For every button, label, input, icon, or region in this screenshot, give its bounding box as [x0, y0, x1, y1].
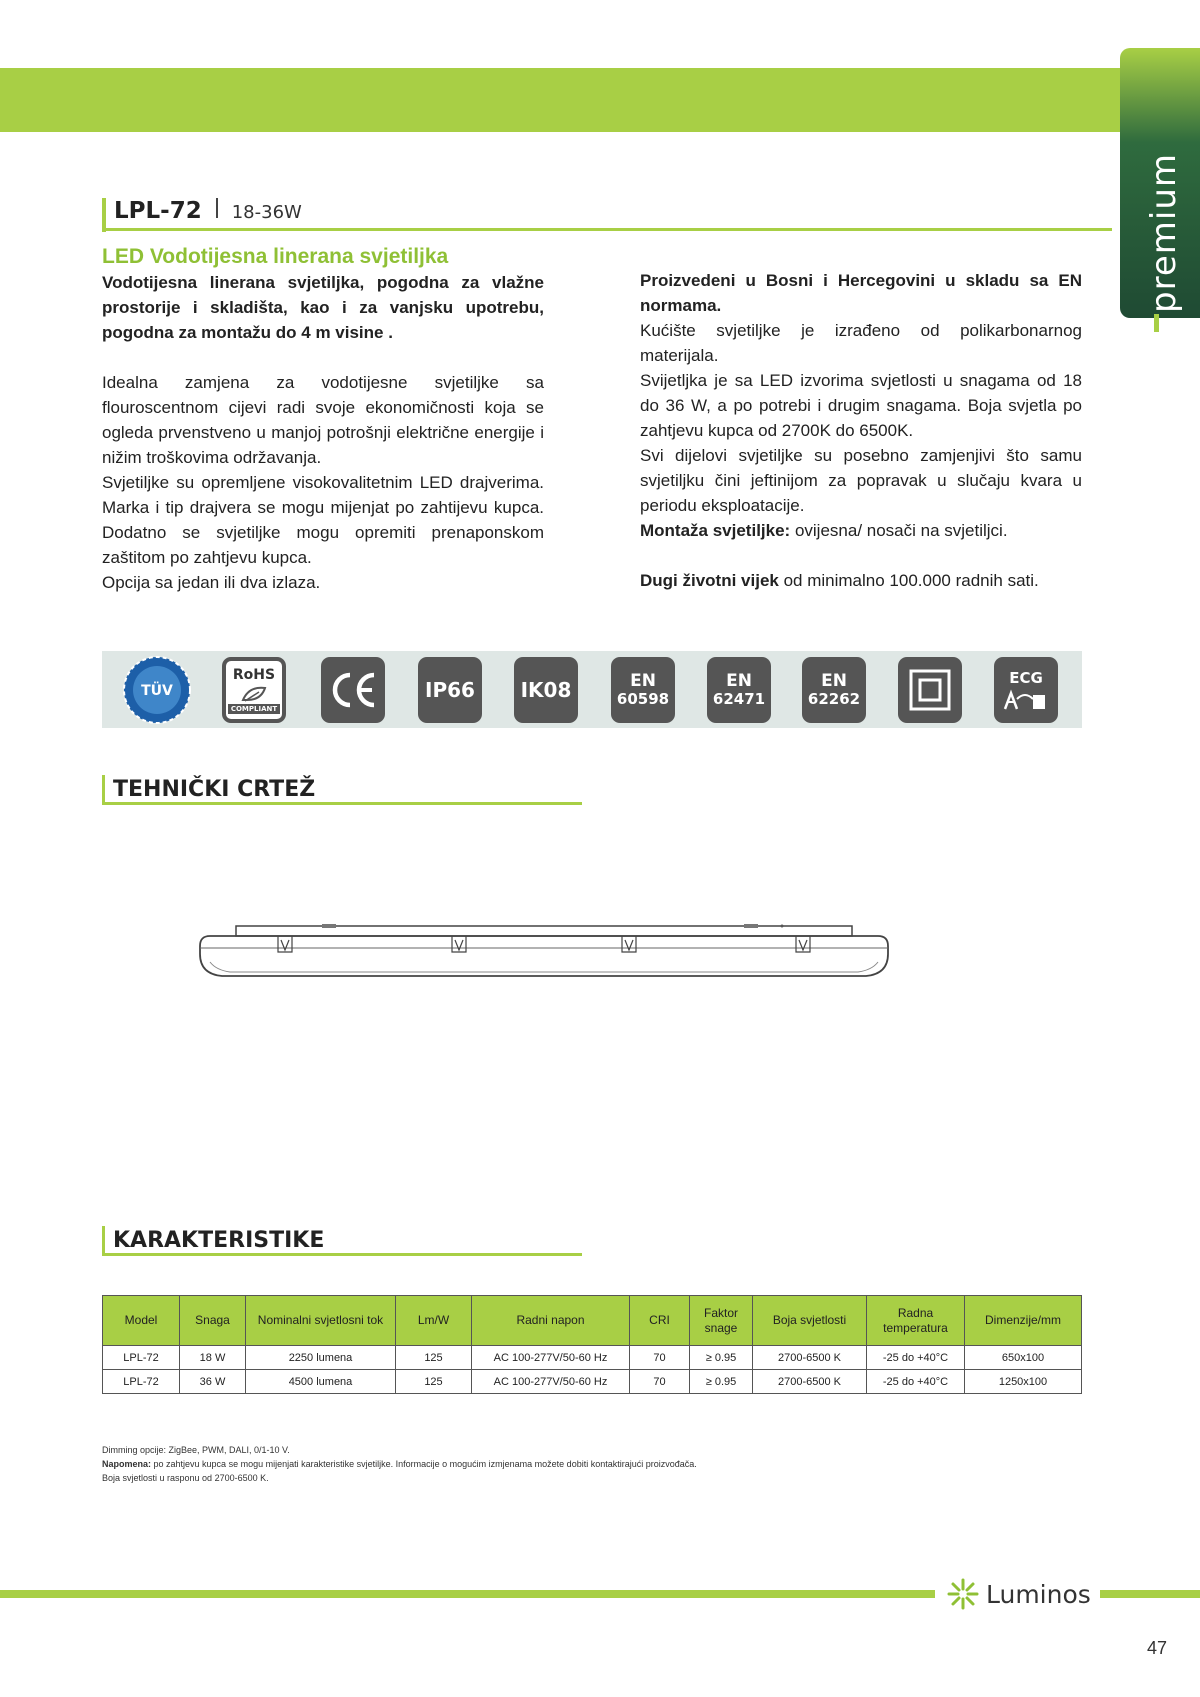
bottom-band-left: [0, 1590, 935, 1598]
cell-power: 36 W: [180, 1370, 246, 1394]
cell-color-temp: 2700-6500 K: [753, 1370, 867, 1394]
ecg-text: ECG: [1009, 669, 1043, 687]
premium-tab: [1120, 48, 1200, 318]
en62471-number: 62471: [712, 690, 766, 708]
en62471-prefix: EN: [726, 671, 752, 691]
certification-strip: [102, 651, 1082, 728]
cell-cri: 70: [630, 1370, 690, 1394]
ik08-text: IK08: [520, 678, 572, 702]
product-header: [102, 198, 1112, 232]
left-para-1: Idealna zamjena za vodotijesne svjetiljke sa flouroscentnom cijevi radi svoje ekonomičnosti koja se ogleda prvenstveno u manjoj potrošnji električne energije i nižim troškovima održavanja.: [102, 373, 544, 467]
premium-accent-bar: [1154, 314, 1159, 332]
cell-lumens: 2250 lumena: [246, 1346, 396, 1370]
table-row: [103, 1346, 1082, 1370]
dimming-note: Dimming opcije: ZigBee, PWM, DALI, 0/1-10 V.: [102, 1445, 290, 1455]
cell-power-factor: ≥ 0.95: [690, 1370, 753, 1394]
left-lead: Vodotijesna linerana svjetiljka, pogodna za vlažne prostorije i skladišta, kao i za vanjsku upotrebu, pogodna za montažu do 4 m visine .: [102, 273, 544, 342]
specifications-table: [102, 1295, 1082, 1394]
double-insulation-icon: [908, 668, 952, 712]
rohs-text: RoHS: [232, 667, 276, 683]
cell-dimensions: 650x100: [965, 1346, 1082, 1370]
cell-lumens: 4500 lumena: [246, 1370, 396, 1394]
ip66-text: IP66: [425, 678, 475, 702]
top-green-band: [0, 68, 1120, 132]
en62262-prefix: EN: [821, 671, 847, 691]
cell-operating-temp: -25 do +40°C: [867, 1370, 965, 1394]
cell-efficacy: 125: [396, 1370, 472, 1394]
luminaire-drawing-icon: [196, 918, 892, 980]
cell-efficacy: 125: [396, 1346, 472, 1370]
class-ii-badge: [898, 657, 962, 723]
ecg-badge: [994, 657, 1058, 723]
specs-section-title: KARAKTERISTIKE: [102, 1226, 324, 1256]
drawing-section-rule: [102, 802, 582, 805]
mounting-line: [640, 518, 1082, 543]
cell-model: LPL-72: [103, 1346, 180, 1370]
lifetime-line: [640, 568, 1082, 593]
right-para-1: Kućište svjetiljke je izrađeno od polikarbonarnog materijala.: [640, 321, 1082, 365]
mounting-label: Montaža svjetiljke:: [640, 521, 791, 540]
cell-color-temp: 2700-6500 K: [753, 1346, 867, 1370]
right-para-3: Svi dijelovi svjetiljke su posebno zamjenjivi što samu svjetiljku čini jeftinijom za popravak u slučaju kvara u periodu eksploatacije.: [640, 446, 1082, 515]
rohs-badge: [222, 657, 286, 723]
tuv-text: TÜV: [141, 683, 173, 699]
footnotes: [102, 1443, 697, 1485]
color-range-note: Boja svjetlosti u rasponu od 2700-6500 K.: [102, 1473, 269, 1483]
en62471-badge: [707, 657, 771, 723]
tuv-badge: [122, 655, 192, 725]
th-cri: CRI: [630, 1296, 690, 1346]
technical-drawing: [196, 918, 892, 980]
th-color-temp: Boja svjetlosti: [753, 1296, 867, 1346]
th-power: Snaga: [180, 1296, 246, 1346]
left-para-2: Svjetiljke su opremljene visokovalitetnim LED drajverima. Marka i tip drajvera se mogu mijenjat po zahtijevu kupca. Dodatno se svjetiljke mogu opremiti prenaponskom zaštitom po zahtjevu kupca.: [102, 473, 544, 567]
remark-text: po zahtjevu kupca se mogu mijenjati karakteristike svjetiljke. Informacije o mogućim izmjenama možete dobiti kontaktirajući proizvođača.: [151, 1459, 697, 1469]
cell-power-factor: ≥ 0.95: [690, 1346, 753, 1370]
lifetime-label: Dugi životni vijek: [640, 571, 779, 590]
cell-voltage: AC 100-277V/50-60 Hz: [472, 1370, 630, 1394]
drawing-section-title: TEHNIČKI CRTEŽ: [102, 775, 315, 805]
en60598-prefix: EN: [630, 671, 656, 691]
product-wattage: 18-36W: [231, 202, 302, 223]
cell-operating-temp: -25 do +40°C: [867, 1346, 965, 1370]
specs-section-rule: [102, 1253, 582, 1256]
th-efficacy: Lm/W: [396, 1296, 472, 1346]
mounting-value: ovijesna/ nosači na svjetiljci.: [790, 521, 1008, 540]
en60598-number: 60598: [616, 690, 670, 708]
right-description: [640, 268, 1082, 593]
left-description: [102, 270, 544, 595]
header-rule: [102, 228, 1112, 231]
en62262-badge: [802, 657, 866, 723]
bottom-band-right: [1100, 1590, 1200, 1598]
cell-model: LPL-72: [103, 1370, 180, 1394]
right-para-2: Svijetljka je sa LED izvorima svjetlosti u snagama od 18 do 36 W, a po potrebi i drugim snagama. Boja svjetla po zahtjevu kupca od 2700K do 6500K.: [640, 371, 1082, 440]
tuv-seal-icon: [122, 655, 192, 725]
ce-mark-icon: [328, 671, 378, 709]
cell-voltage: AC 100-277V/50-60 Hz: [472, 1346, 630, 1370]
lifetime-value: od minimalno 100.000 radnih sati.: [778, 571, 1039, 590]
remark-label: Napomena:: [102, 1459, 152, 1469]
th-model: Model: [103, 1296, 180, 1346]
luminos-logo: [946, 1574, 1096, 1614]
ik08-badge: [514, 657, 578, 723]
ip66-badge: [418, 657, 482, 723]
brand-name: Luminos: [986, 1579, 1091, 1609]
th-power-factor: Faktor snage: [690, 1296, 753, 1346]
product-model: LPL-72: [114, 198, 202, 224]
cell-dimensions: 1250x100: [965, 1370, 1082, 1394]
table-row: [103, 1370, 1082, 1394]
en62262-number: 62262: [807, 690, 861, 708]
header-separator: [216, 198, 218, 218]
table-header-row: [103, 1296, 1082, 1346]
product-subtitle: LED Vodotijesna linerana svjetiljka: [102, 245, 449, 268]
th-dimensions: Dimenzije/mm: [965, 1296, 1082, 1346]
remark-note: [102, 1457, 697, 1471]
th-operating-temp: Radna temperatura: [867, 1296, 965, 1346]
right-lead: Proizvedeni u Bosni i Hercegovini u skladu sa EN normama.: [640, 271, 1082, 315]
premium-label: premium: [1144, 153, 1184, 313]
leaf-icon: [239, 684, 269, 704]
cell-cri: 70: [630, 1346, 690, 1370]
ballast-icon: [1003, 687, 1049, 711]
th-lumens: Nominalni svjetlosni tok: [246, 1296, 396, 1346]
page-number: 47: [1147, 1638, 1168, 1658]
sun-burst-icon: [946, 1577, 980, 1611]
th-voltage: Radni napon: [472, 1296, 630, 1346]
left-para-3: Opcija sa jedan ili dva izlaza.: [102, 573, 321, 592]
rohs-sub: COMPLIANT: [228, 704, 280, 714]
cell-power: 18 W: [180, 1346, 246, 1370]
ce-badge: [321, 657, 385, 723]
en60598-badge: [611, 657, 675, 723]
